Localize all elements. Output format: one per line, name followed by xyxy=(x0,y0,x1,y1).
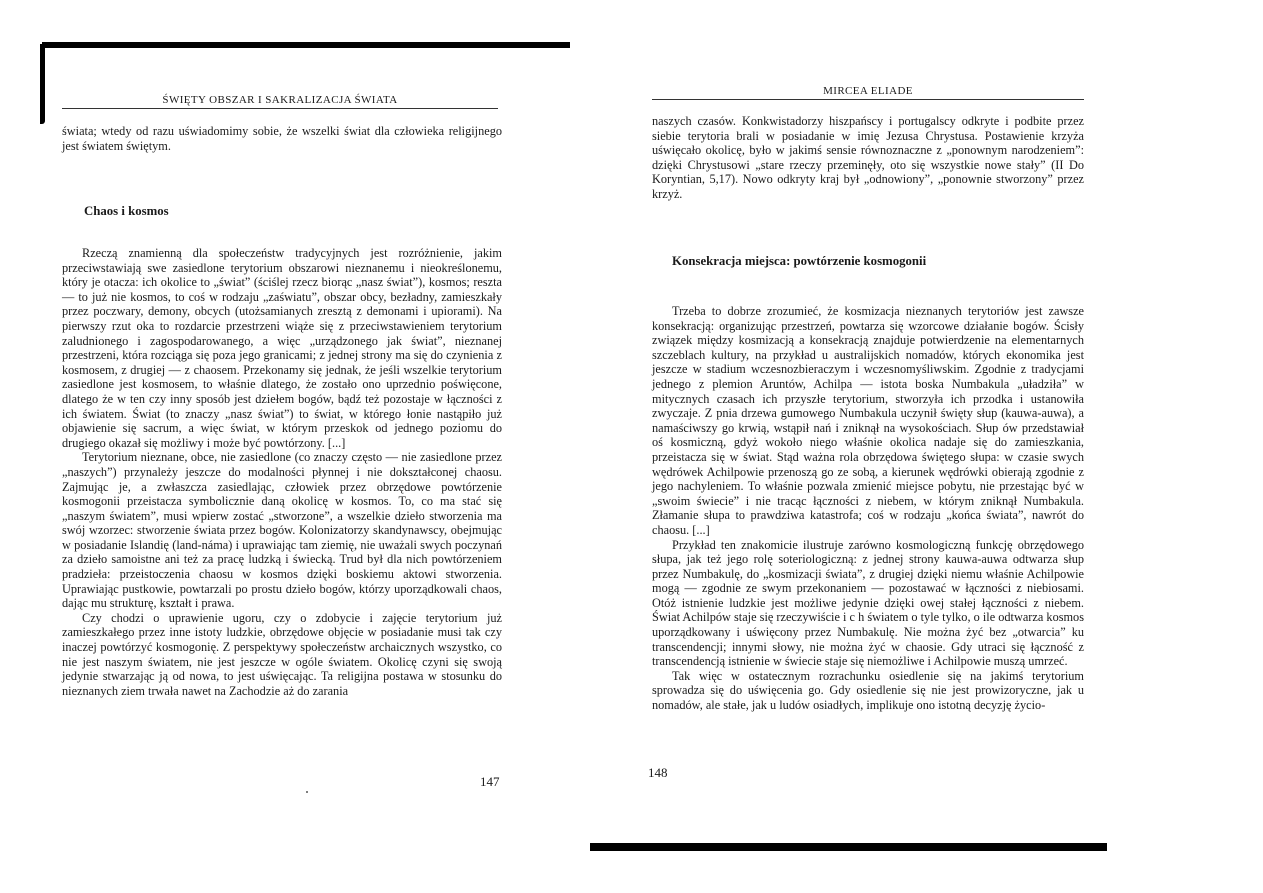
left-intro xyxy=(62,124,502,153)
left-paragraph-2: Terytorium nieznane, obce, nie zasiedlone (co znaczy często — nie zasiedlone przez „naszych”) przynależy jeszcze do modalności płynnej i nie dokształconej chaosu. Zajmując je, a zwłaszcza zasiedlając, człowiek przez obrzędowe powtórzenie kosmogonii przeistacza symbolicznie daną okolicę w kosmos. To, co ma stać się „naszym światem”, musi wpierw zostać „stworzone”, a wszelkie dzieło stworzenia ma swój wzorzec: stworzenie świata przez bogów. Kolonizatorzy skandynawscy, obejmując w posiadanie Islandię (land-náma) i uprawiając tam ziemię, nie uważali swych poczynań za dzieło samoistne ani też za pracę ludzką i świecką. Trud był dla nich powtórzeniem pradzieła: przeistoczenia chaosu w kosmos dzięki boskiemu aktowi stworzenia. Uprawiając pustkowie, powtarzali po prostu dzieło bogów, którzy uporządkowali chaos, dając mu strukturę, kształt i prawa. xyxy=(62,450,502,611)
scan-speck xyxy=(306,791,308,793)
right-paragraph-2: Przykład ten znakomicie ilustruje zarówno kosmologiczną funkcję obrzędowego słupa, jak też jego rolę soteriologiczną: z jednej strony kauwa-auwa odtwarza słup przez Numbakulę, do „kosmizacji świata”, z drugiej dzięki niemu właśnie Achilpowie mogą — zgodnie ze swym przekonaniem — pozostawać w łączności z niebiosami. Otóż istnienie ludzkie jest możliwe jedynie dzięki owej stałej łączności z niebem. Świat Achilpów staje się rzeczywiście i c h światem o tyle tylko, o ile odtwarza kosmos uporządkowany i uświęcony przez Numbakulę. Nie można żyć bez „otwarcia” ku transcendencji; innymi słowy, nie można żyć w chaosie. Gdy utraci się łączność z transcendencją istnienie w świecie staje się niemożliwe i Achilpowie muszą umrzeć. xyxy=(652,537,1084,669)
scan-edge-top xyxy=(42,42,570,48)
right-intro-text: naszych czasów. Konkwistadorzy hiszpańscy i portugalscy odkryte i podbite przez siebie terytoria brali w posiadanie w imię Jezusa Chrystusa. Postawienie krzyża uświęcało okolicę, było w jakimś sensie równoznaczne z „ponownym narodzeniem”: dzięki Chrystusowi „stare rzeczy przeminęły, oto się wszystkie nowe stały” (II Do Koryntian, 5,17). Nowo odkryty kraj był „odnowiony”, „ponownie stworzony” przez krzyż. xyxy=(652,114,1084,201)
right-intro xyxy=(652,114,1084,202)
right-paragraph-3: Tak więc w ostatecznym rozrachunku osiedlenie się na jakimś terytorium sprowadza się do uświęcenia go. Gdy osiedlenie się nie jest prowizoryczne, jak u nomadów, ale stałe, jak u ludów osiadłych, implikuje ono istotną decyzję życio- xyxy=(652,668,1084,713)
left-page-number: 147 xyxy=(480,774,500,789)
right-running-head: MIRCEA ELIADE xyxy=(823,85,913,97)
right-paragraph-1: Trzeba to dobrze zrozumieć, że kosmizacja nieznanych terytoriów jest zawsze konsekracją: organizując przestrzeń, powtarza się wzorcowe działanie bogów. Ścisły związek między kosmizacją a konsekracją znajduje potwierdzenie na elementarnych szczeblach kultury, na przykład u australijskich nomadów, których ekonomika jest jeszcze w stadium wczesnozbieraczym i wczesnomyśliwskim. Zgodnie z tradycjami jednego z plemion Aruntów, Achilpa — istota boska Numbakula „uładziła” w mitycznych czasach ich przyszłe terytorium, stworzyła ich przodka i ustanowiła zwyczaje. Z pnia drzewa gumowego Numbakula uczynił święty słup (kauwa-auwa), a namaściwszy go krwią, wstąpił nań i zniknął na wysokościach. Słup ów przedstawiał oś kosmiczną, gdyż wokoło niego właśnie okolica nadaje się do zamieszkania, przeistacza się w świat. Stąd ważna rola obrzędowa świętego słupa: w czasie swych wędrówek Achilpowie przenoszą go ze sobą, a kierunek wędrówki obierają zgodnie z jego nachyleniem. To właśnie pozwala zmienić miejsce pobytu, nie przestając być w „swoim świecie” i nie tracąc łączności z niebem, w którym zniknął Numbakula. Złamanie słupa to prawdziwa katastrofa; coś w rodzaju „końca świata”, nawrót do chaosu. [...] xyxy=(652,304,1084,537)
left-intro-text: świata; wtedy od razu uświadomimy sobie, że wszelki świat dla człowieka religijnego jest światem świętym. xyxy=(62,124,502,153)
scan-page-curl xyxy=(40,44,45,124)
right-header-rule xyxy=(652,99,1084,100)
right-page xyxy=(590,0,1263,893)
left-running-head: ŚWIĘTY OBSZAR I SAKRALIZACJA ŚWIATA xyxy=(162,94,398,106)
right-page-number: 148 xyxy=(648,765,668,780)
left-section-title: Chaos i kosmos xyxy=(84,204,169,218)
left-paragraph-1: Rzeczą znamienną dla społeczeństw tradycyjnych jest rozróżnienie, jakim przeciwstawiają swe zasiedlone terytorium obszarowi nieznanemu i nieokreślonemu, który je otacza: ich okolice to „świat” (ściślej rzecz biorąc „nasz świat”), kosmos; reszta — to już nie kosmos, to coś w rodzaju „zaświatu”, obszar obcy, bezładny, zamieszkały przez poczwary, demony, obcych (utożsamianych zresztą z demonami i upiorami). Na pierwszy rzut oka to rozdarcie przestrzeni wiąże się z przeciwstawieniem terytorium zaludnionego i zagospodarowanego, a więc „urządzonego jak świat”, nieznanej przestrzeni, która rozciąga się poza jego granicami; z jednej strony ma się do czynienia z kosmosem, z drugiej — z chaosem. Przekonamy się jednak, że jeśli wszelkie terytorium zasiedlone jest kosmosem, to właśnie dlatego, że zostało ono uprzednio poświęcone, dlatego że w ten czy inny sposób jest dziełem bogów, bądź też pozostaje w łączności z ich światem. Świat (to znaczy „nasz świat”) to świat, w którego łonie nastąpiło już objawienie się sacrum, a więc świat, w którym przeskok od jednego poziomu do drugiego okazał się możliwy i może być powtórzony. [...] xyxy=(62,246,502,450)
left-header-rule xyxy=(62,108,498,109)
scan-edge-bottom xyxy=(590,843,1107,851)
left-paragraph-3: Czy chodzi o uprawienie ugoru, czy o zdobycie i zajęcie terytorium już zamieszkałego przez inne istoty ludzkie, obrzędowe objęcie w posiadanie musi tak czy inaczej powtórzyć kosmogonię. Z perspektywy społeczeństw archaicznych wszystko, co nie jest naszym światem, nie jest jeszcze w ogóle światem. Okolicę czyni się swoją jedynie stwarzając ją od nowa, to jest uświęcając. Ta religijna postawa w stosunku do nieznanych ziem trwała nawet na Zachodzie aż do zarania xyxy=(62,610,502,698)
right-body xyxy=(652,304,1084,713)
right-section-title: Konsekracja miejsca: powtórzenie kosmogonii xyxy=(672,254,927,268)
left-body xyxy=(62,246,502,698)
left-page xyxy=(0,0,590,893)
